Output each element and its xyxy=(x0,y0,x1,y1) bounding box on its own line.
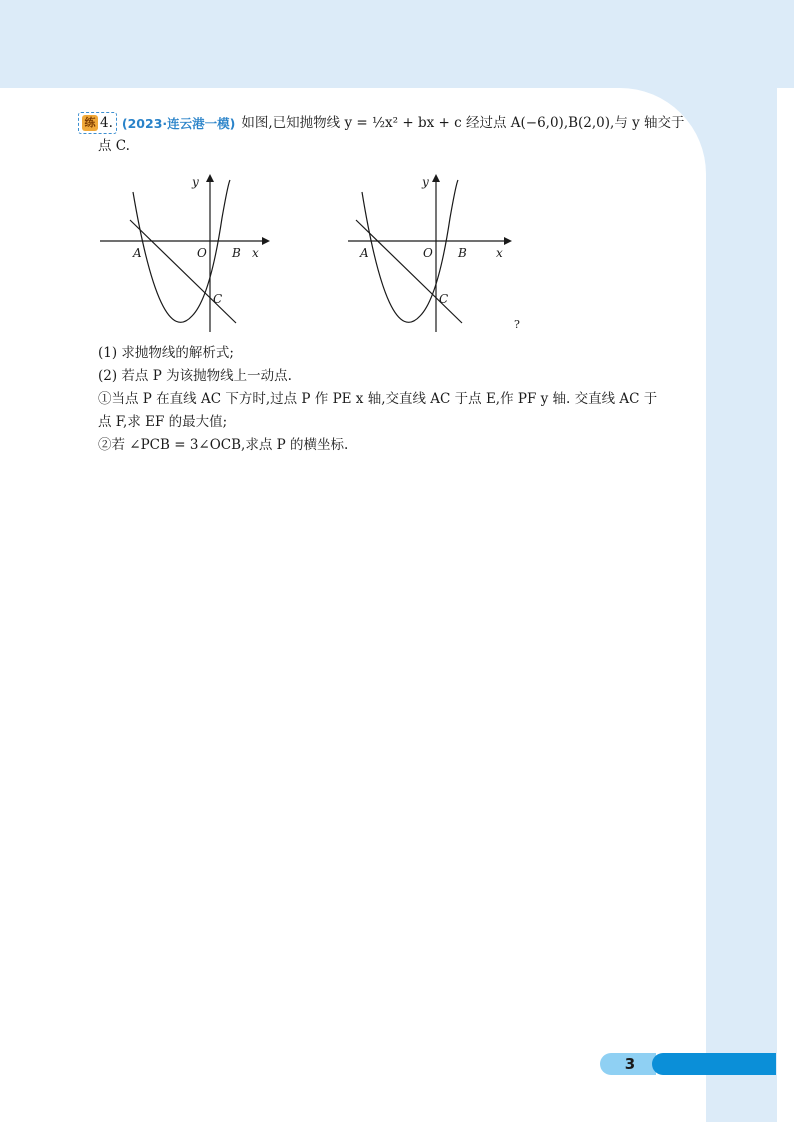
label-b: B xyxy=(458,246,467,260)
part-1: (1) 求抛物线的解析式; xyxy=(98,345,234,361)
question-number: 4. xyxy=(100,114,113,131)
figures xyxy=(96,170,536,340)
label-x: x xyxy=(252,246,259,260)
label-a: A xyxy=(133,246,142,260)
label-a: A xyxy=(360,246,369,260)
practice-icon: 练 xyxy=(82,115,98,131)
line-ac xyxy=(356,220,462,323)
practice-tag xyxy=(78,112,117,134)
question-source: (2023·连云港一模) xyxy=(121,116,236,131)
x-arrow-icon xyxy=(504,237,512,245)
header-band xyxy=(0,0,794,88)
stem-line-2: 点 C. xyxy=(98,138,130,154)
part-2a-line-1: ①当点 P 在直线 AC 下方时,过点 P 作 PE x 轴,交直线 AC 于点 E,作 PF y 轴. 交直线 AC 于 xyxy=(98,391,658,407)
y-arrow-icon xyxy=(206,174,214,182)
label-c: C xyxy=(439,292,449,306)
label-y: y xyxy=(422,175,429,189)
y-arrow-icon xyxy=(432,174,440,182)
figure-right xyxy=(344,170,524,340)
label-o: O xyxy=(423,246,433,260)
label-o: O xyxy=(197,246,207,260)
question-stem xyxy=(78,112,710,135)
stray-mark: ? xyxy=(514,318,520,331)
figure-left xyxy=(96,170,276,340)
page-number: 3 xyxy=(624,1055,636,1073)
right-margin-strip xyxy=(706,88,777,1122)
label-b: B xyxy=(232,246,241,260)
x-arrow-icon xyxy=(262,237,270,245)
label-y: y xyxy=(192,175,199,189)
line-ac xyxy=(130,220,236,323)
question-block xyxy=(78,112,710,158)
page-number-pill xyxy=(600,1053,776,1075)
part-2b: ②若 ∠PCB = 3∠OCB,求点 P 的横坐标. xyxy=(98,437,349,453)
stem-line-1: 如图,已知抛物线 y = ½x² + bx + c 经过点 A(−6,0),B(2,0),与 y 轴交于 xyxy=(241,115,685,131)
part-2a-line-2: 点 F,求 EF 的最大值; xyxy=(98,414,228,430)
part-2: (2) 若点 P 为该抛物线上一动点. xyxy=(98,368,292,384)
label-x: x xyxy=(496,246,503,260)
label-c: C xyxy=(213,292,223,306)
pill-dark xyxy=(652,1053,776,1075)
